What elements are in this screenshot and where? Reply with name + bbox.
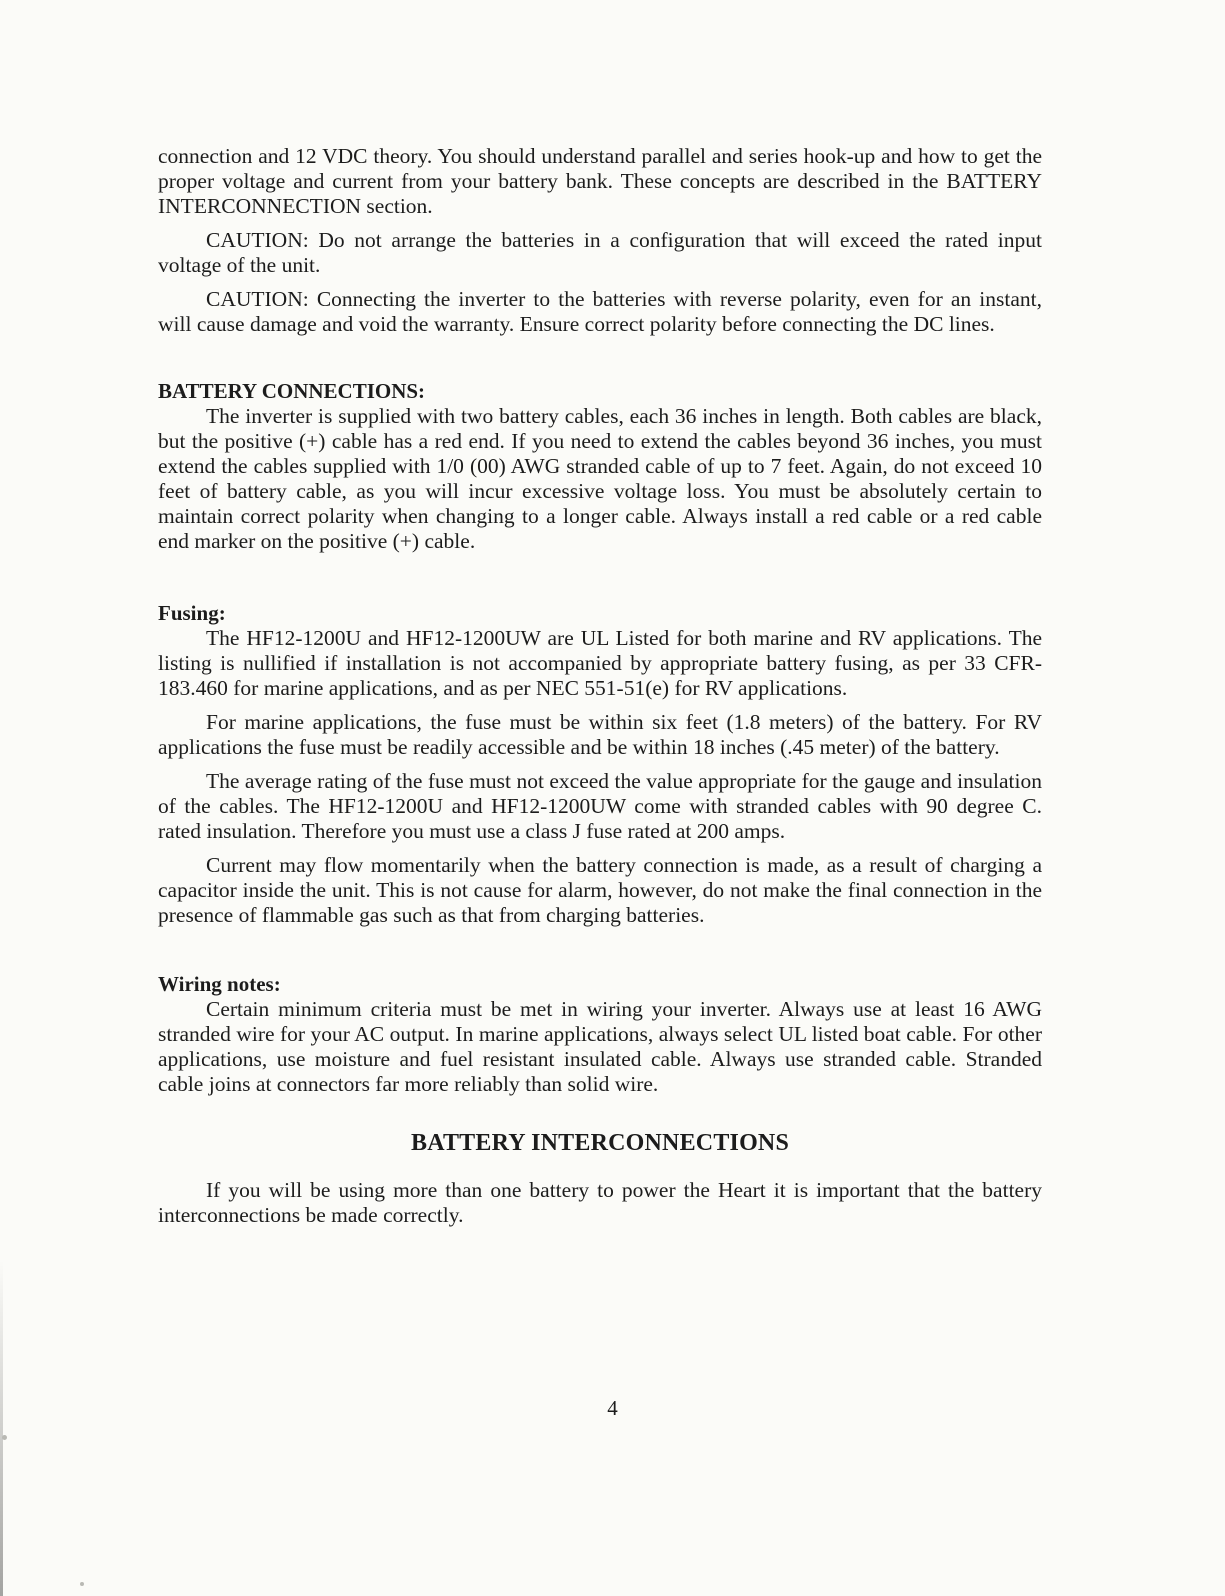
battery-connections-heading: BATTERY CONNECTIONS: [158,379,426,403]
fusing-heading: Fusing: [158,601,226,625]
fusing-rating-paragraph: The average rating of the fuse must not exceed the value appropriate for the gauge and insulation of the cables. The HF12-1200U and HF12-1200UW come with stranded cables with 90 degree C. rated insulation. Therefore you must use a class J fuse rated at 200 amps. [158,769,1042,843]
wiring-notes-heading: Wiring notes: [158,972,281,996]
intro-paragraph: connection and 12 VDC theory. You should understand parallel and series hook-up and how to get the proper voltage and current from your battery bank. These concepts are described in the BATTERY INTERCONNECTION section. [158,144,1042,218]
fusing-current-paragraph: Current may flow momentarily when the battery connection is made, as a result of charging a capacitor inside the unit. This is not cause for alarm, however, do not make the final connection in the presence of flammable gas such as that from charging batteries. [158,853,1042,927]
scan-edge-shadow [0,1260,3,1596]
scan-speck [80,1582,84,1586]
battery-interconnections-paragraph: If you will be using more than one battery to power the Heart it is important that the battery interconnections be made correctly. [158,1178,1042,1227]
battery-connections-paragraph: The inverter is supplied with two battery cables, each 36 inches in length. Both cables are black, but the positive (+) cable has a red end. If you need to extend the cables beyond 36 inches, you must extend the cables supplied with 1/0 (00) AWG stranded cable of up to 7 feet. Again, do not exceed 10 feet of battery cable, as you will incur excessive voltage loss. You must be absolutely certain to maintain correct polarity when changing to a longer cable. Always install a red cable or a red cable end marker on the positive (+) cable. [158,404,1042,553]
scan-speck [2,1435,7,1440]
battery-interconnections-title: BATTERY INTERCONNECTIONS [410,1130,790,1156]
page-content [158,144,1042,1228]
caution-polarity-paragraph: CAUTION: Connecting the inverter to the batteries with reverse polarity, even for an instant, will cause damage and void the warranty. Ensure correct polarity before connecting the DC lines. [158,287,1042,336]
fusing-location-paragraph: For marine applications, the fuse must be within six feet (1.8 meters) of the battery. For RV applications the fuse must be readily accessible and be within 18 inches (.45 meter) of the battery. [158,710,1042,759]
fusing-listing-paragraph: The HF12-1200U and HF12-1200UW are UL Listed for both marine and RV applications. The listing is nullified if installation is not accompanied by appropriate battery fusing, as per 33 CFR-183.460 for marine applications, and as per NEC 551-51(e) for RV applications. [158,626,1042,700]
page-number: 4 [607,1396,618,1420]
wiring-notes-paragraph: Certain minimum criteria must be met in wiring your inverter. Always use at least 16 AWG stranded wire for your AC output. In marine applications, always select UL listed boat cable. For other applications, use moisture and fuel resistant insulated cable. Always use stranded cable. Stranded cable joins at connectors far more reliably than solid wire. [158,997,1042,1096]
caution-voltage-paragraph: CAUTION: Do not arrange the batteries in a configuration that will exceed the rated input voltage of the unit. [158,228,1042,277]
